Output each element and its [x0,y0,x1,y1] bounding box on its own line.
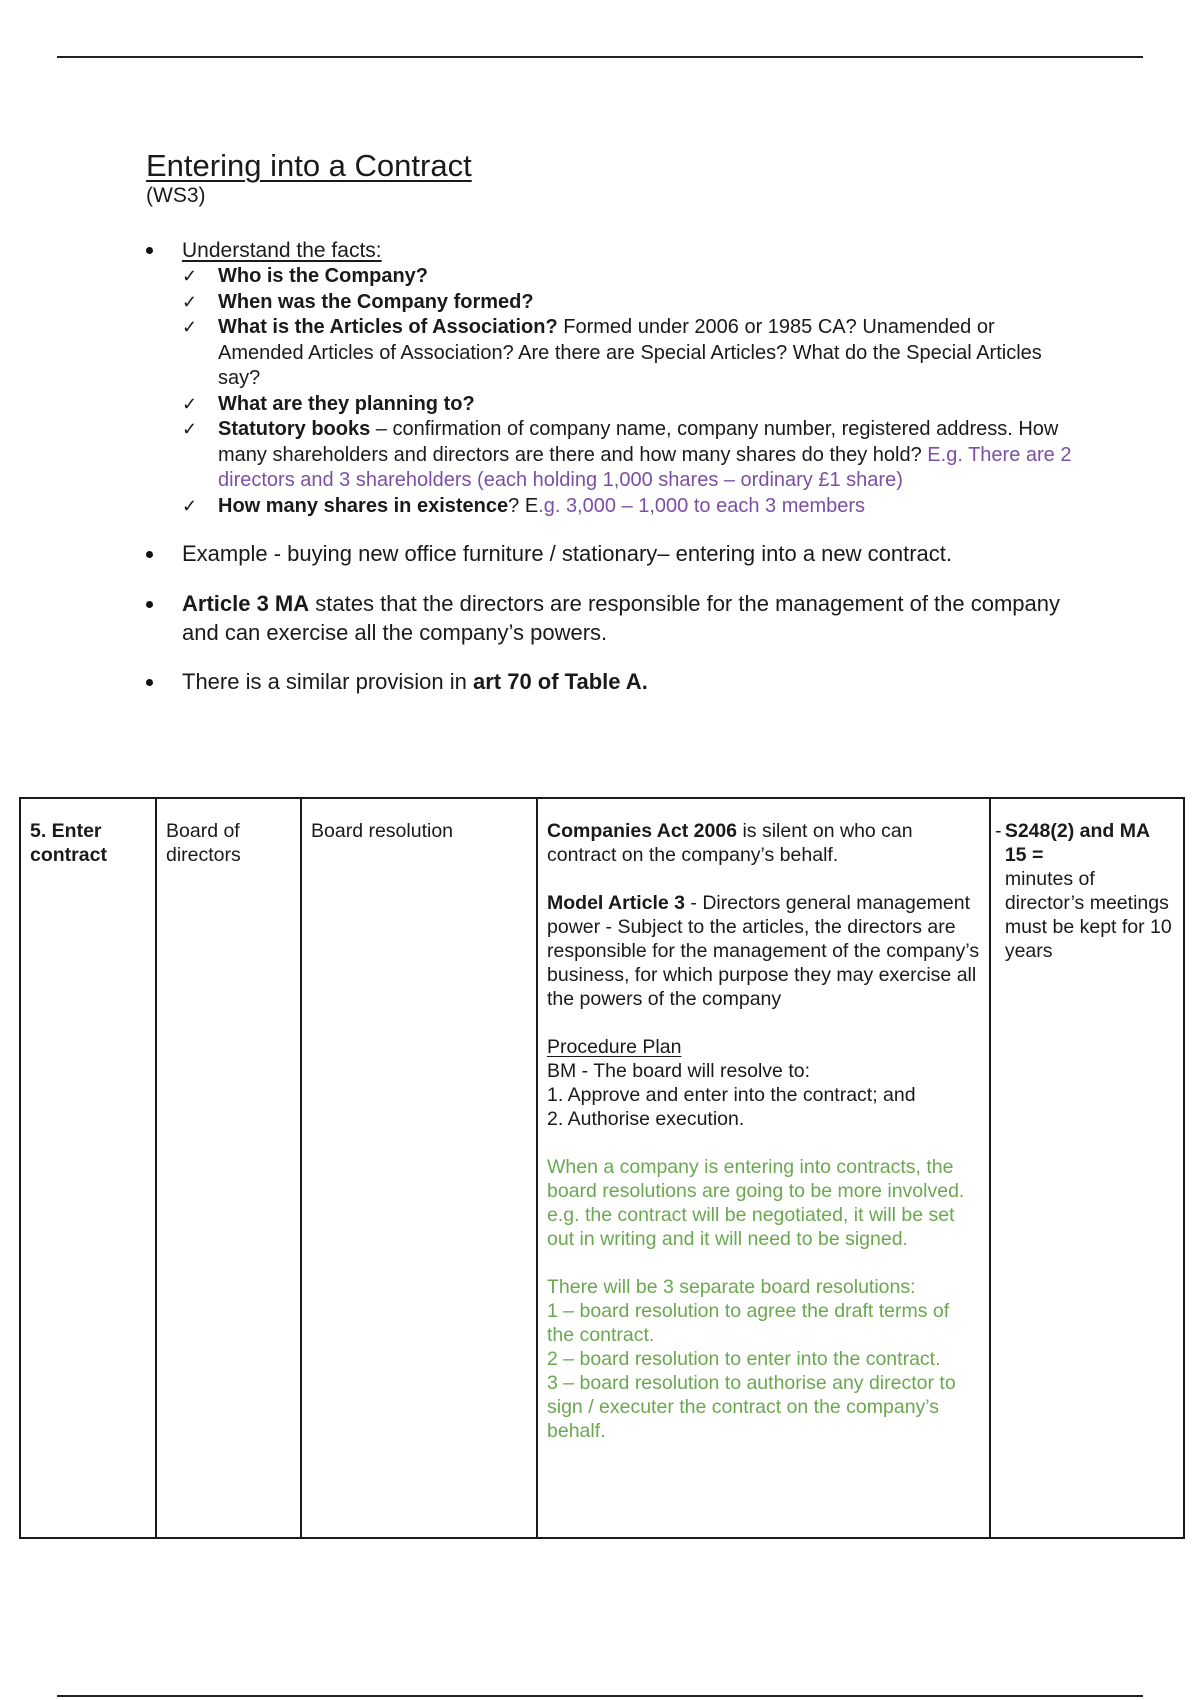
check-icon: ✓ [182,495,198,516]
check-item: ✓ How many shares in existence? E.g. 3,000 – 1,000 to each 3 members [182,494,1076,520]
ca-2006-note: Companies Act 2006 is silent on who can contract on the company’s behalf. [547,820,913,866]
bullet-list [146,238,1076,697]
bullet-dot [146,551,153,558]
bullet-article-3: Article 3 MA states that the directors are responsible for the management of the company and can exercise all the company’s powers. [146,589,1076,647]
contract-note: When a company is entering into contracts, the board resolutions are going to be more involved. e.g. the contract will be negotiated, it will be set out in writing and it will need to be signed. [547,1156,965,1250]
facts-label: Understand the facts: [182,239,382,262]
procedure-plan: Procedure Plan BM - The board will resolve to: 1. Approve and enter into the contract; and 2. Authorise execution. [547,1036,916,1130]
top-rule [57,56,1143,58]
check-icon: ✓ [182,291,198,312]
bullet-dot [146,247,153,254]
model-article-3-note: Model Article 3 - Directors general management power - Subject to the articles, the directors are responsible for the management of the company’s business, for which purpose they may exercise all the powers of the company [547,892,980,1010]
resolutions-note: There will be 3 separate board resolutions: 1 – board resolution to agree the draft terms of the contract. 2 – board resolution to enter into the contract. 3 – board resolution to authorise any director to sign / executer the contract on the company’s behalf. [547,1276,956,1442]
page-subtitle: (WS3) [146,184,206,207]
check-icon: ✓ [182,266,198,286]
record-entry: - S248(2) and MA 15 = minutes of director’s meetings must be kept for 10 years [995,820,1172,962]
page-title: Entering into a Contract [146,148,472,183]
bullet-example: Example - buying new office furniture / stationary– entering into a new contract. [146,539,1076,569]
bottom-rule [57,1695,1143,1697]
check-item: ✓ Statutory books – confirmation of company name, company number, registered address. How many shareholders and directors are there and how many shares do they hold? E.g. There are 2 directors and 3 shareholders (each holding 1,000 shares – ordinary £1 share) [182,418,1072,491]
bullet-dot [146,601,153,608]
table-row [20,798,1184,1538]
check-item: ✓ Who is the Company? [182,264,1076,290]
dash-marker: - [995,820,1002,842]
bullet-table-a: There is a similar provision in art 70 of Table A. [146,667,1076,697]
check-icon: ✓ [182,317,198,337]
check-item: ✓ What are they planning to? [182,392,1076,418]
check-item: ✓ What is the Articles of Association? Formed under 2006 or 1985 CA? Unamended or Amended Articles of Association? Are there are Special Articles? What do the Special Articles say? [182,316,1042,389]
law-cell [537,798,990,1538]
facts-checklist [182,264,1076,519]
check-item: ✓ When was the Company formed? [182,290,1076,316]
how-cell: Board resolution [301,798,537,1538]
record-cell [990,798,1184,1538]
procedure-table [19,797,1185,1539]
procedure-plan-title: Procedure Plan [547,1036,682,1058]
bullet-understand-facts [146,238,1076,519]
who-cell: Board of directors [156,798,301,1538]
step-cell: 5. Enter contract [20,798,156,1538]
check-icon: ✓ [182,419,198,439]
check-icon: ✓ [182,393,198,414]
bullet-dot [146,679,153,686]
